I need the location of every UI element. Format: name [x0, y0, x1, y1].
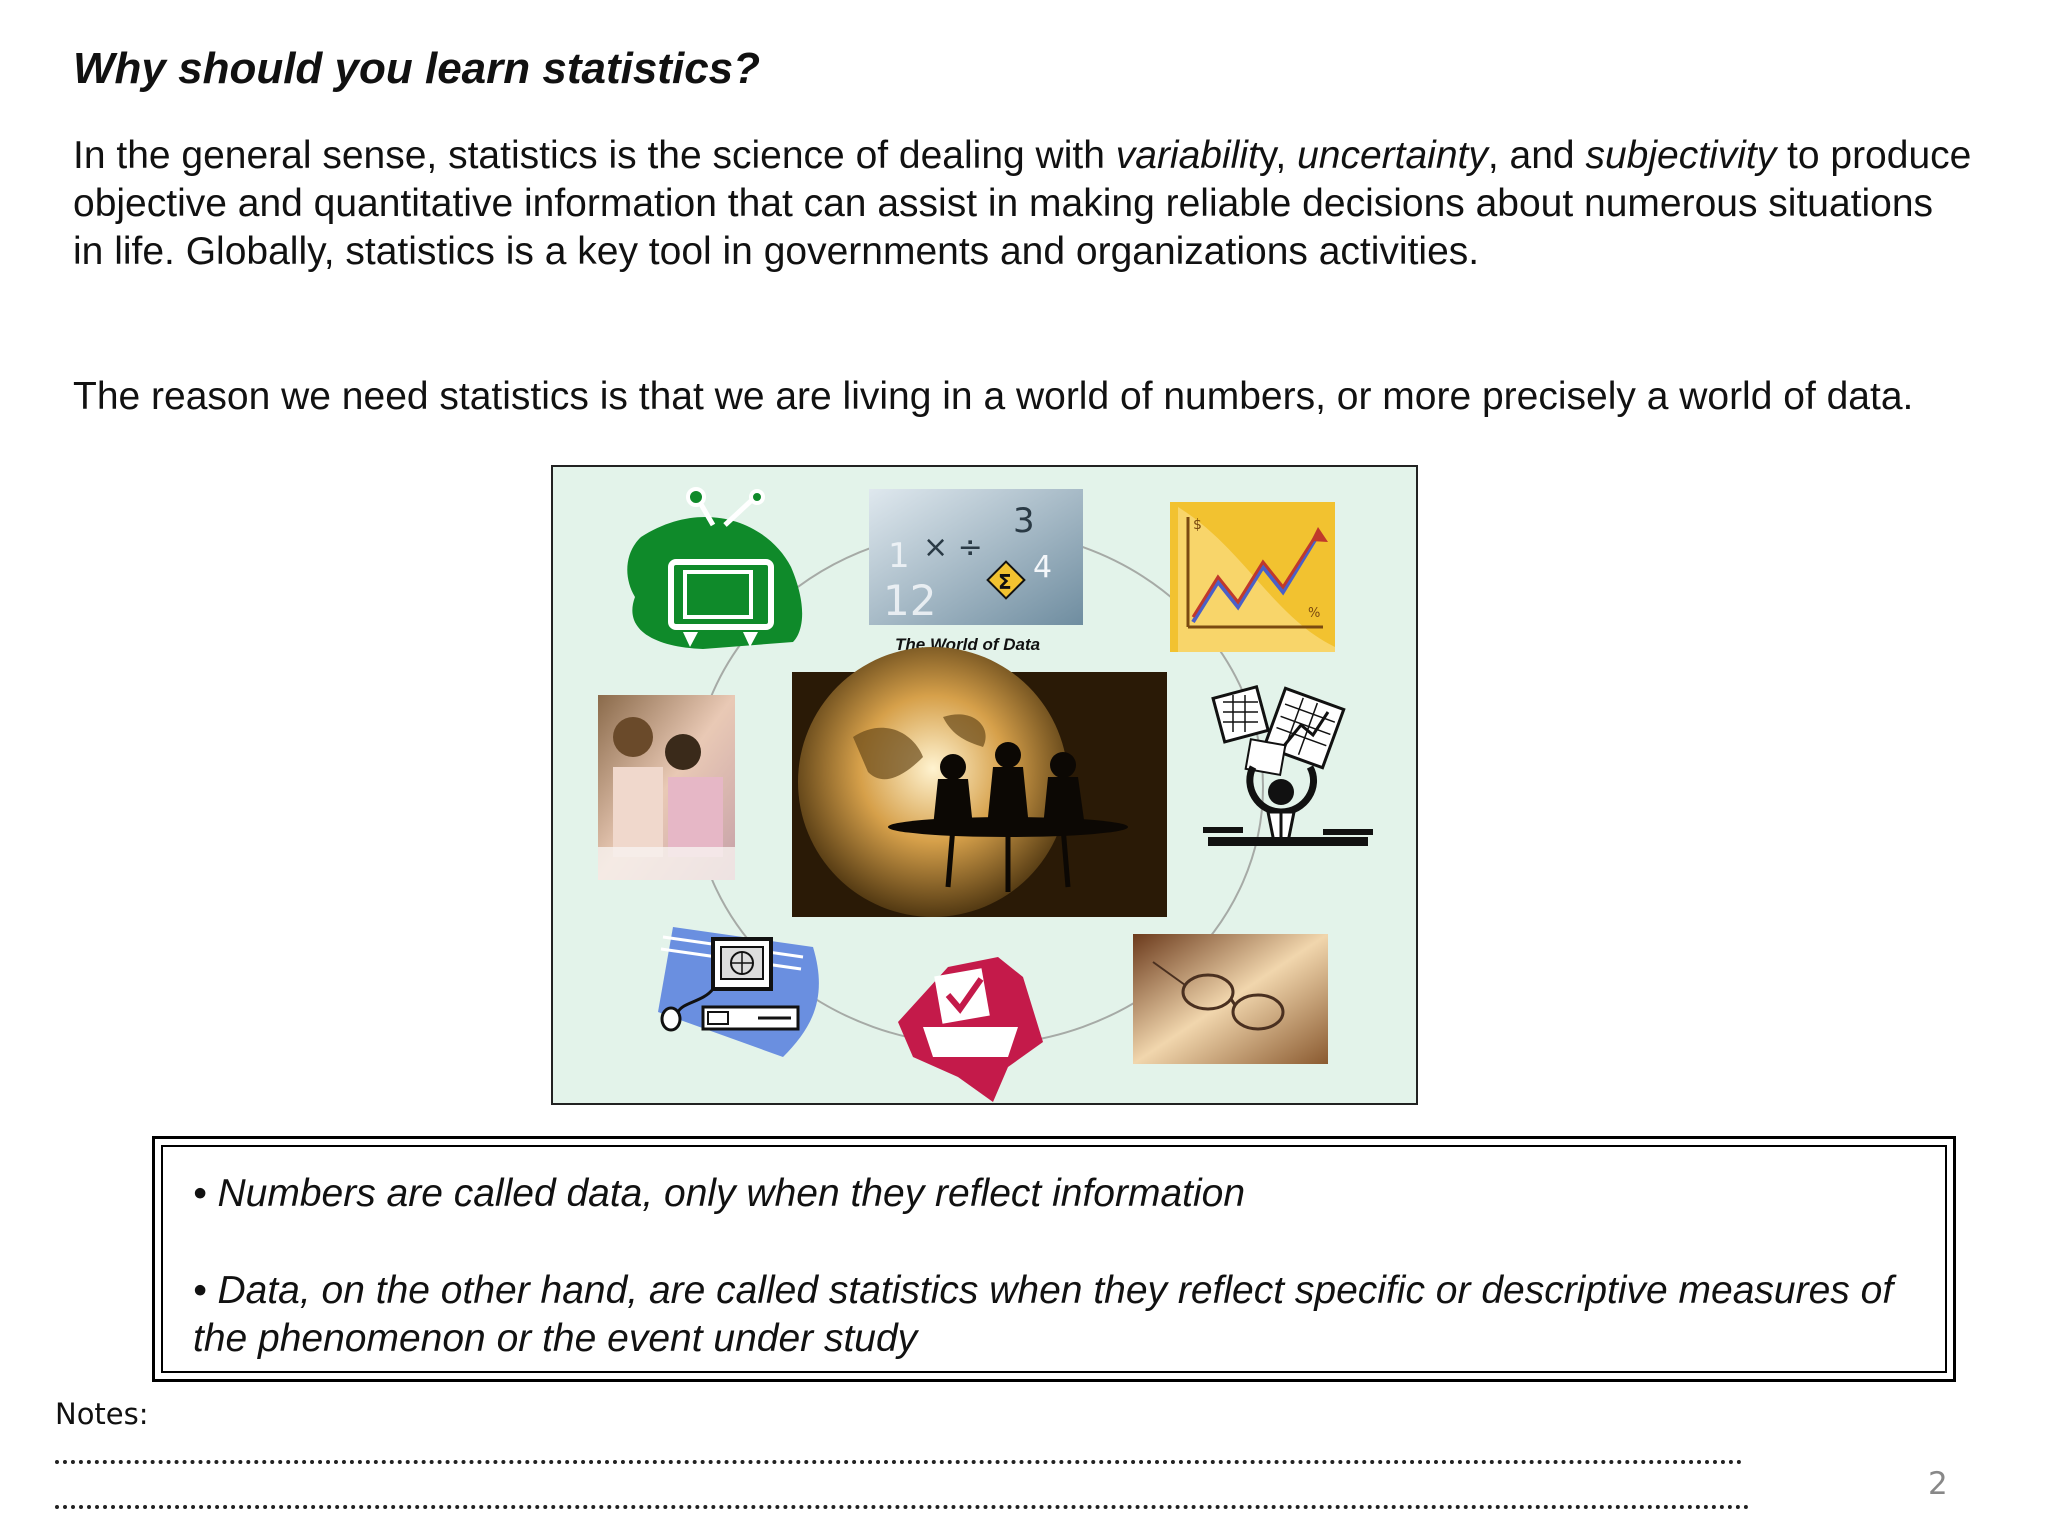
intro-paragraph — [73, 132, 1973, 276]
term-subjectivity: subjectivity — [1585, 134, 1777, 177]
intro-text-end: to produce objective and quantitative information that can assist in making reliable decisions about numerous situations in life. Globally, statistics is a key tool in governments and organizations activities. — [73, 134, 1972, 273]
notes-line-2[interactable] — [55, 1505, 1750, 1509]
page-number: 2 — [1928, 1466, 1948, 1502]
notes-line-1[interactable] — [55, 1460, 1743, 1464]
separator: , — [1275, 134, 1298, 177]
svg-text:× ÷: × ÷ — [923, 530, 983, 565]
reason-paragraph: The reason we need statistics is that we are living in a world of numbers, or more precisely a world of data. — [73, 375, 1914, 418]
term-uncertainty: uncertainty — [1297, 134, 1488, 177]
figure-caption: The World of Data — [895, 635, 1041, 654]
svg-text:3: 3 — [1013, 501, 1035, 541]
page-title: Why should you learn statistics? — [73, 44, 761, 93]
trend-chart-icon — [1170, 502, 1335, 652]
world-of-data-figure — [551, 465, 1418, 1105]
intro-text-start: In the general sense, statistics is the science of dealing with — [73, 134, 1116, 177]
term-variability-end: y — [1258, 134, 1276, 177]
callout-inner-border — [161, 1145, 1947, 1373]
glasses-on-document-photo — [1133, 934, 1328, 1064]
term-variability: variabilit — [1115, 134, 1259, 177]
bullet-data-statistics: • Data, on the other hand, are called statistics when they reflect specific or descriptive measures of the phenomenon or the event under study — [193, 1269, 1894, 1360]
separator: , and — [1487, 134, 1586, 177]
svg-text:Σ: Σ — [998, 570, 1012, 594]
world-of-data-illustration — [553, 467, 1416, 1103]
business-meeting-globe-photo — [792, 647, 1167, 917]
svg-text:%: % — [1308, 606, 1321, 621]
notes-label: Notes: — [55, 1397, 149, 1431]
svg-text:12: 12 — [883, 576, 937, 625]
svg-text:4: 4 — [1033, 550, 1053, 585]
key-points-callout — [152, 1136, 1956, 1382]
bullet-numbers-data: • Numbers are called data, only when they reflect information — [193, 1172, 1246, 1215]
math-symbols-icon — [869, 489, 1083, 625]
svg-text:1: 1 — [888, 536, 910, 576]
students-photo — [598, 695, 735, 880]
svg-text:$: $ — [1193, 517, 1202, 533]
